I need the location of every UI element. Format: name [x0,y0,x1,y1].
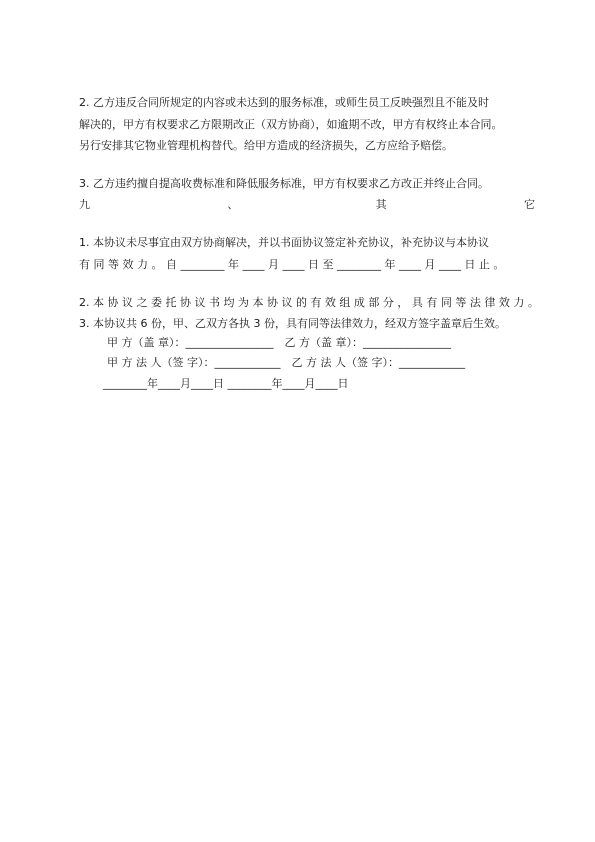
section-heading-other [79,198,535,212]
other-item-3: 3. 本协议共 6 份，甲、乙双方各执 3 份，具有同等法律效力，经双方签字盖章后生效。 [79,317,506,330]
other-item-2: 2. 本 协 议 之 委 托 协 议 书 均 为 本 协 议 的 有 效 组 成 部 分 ， 具 有 同 等 法 律 效 力 。 [79,296,539,309]
heading-char: 它 [523,198,535,211]
signature-legal-rep-line: 甲 方 法 人（签 字）：____________ 乙 方 法 人（签 字）：____________ [107,356,465,369]
clause-2-line-2: 解决的，甲方有权要求乙方限期改正（双方协商），如逾期不改，甲方有权终止本合同。 [79,118,503,131]
heading-char: 其 [375,198,387,211]
other-item-1-line-1: 1. 本协议未尽事宜由双方协商解决，并以书面协议签定补充协议，补充协议与本协议 [79,236,489,249]
clause-3-line-1: 3. 乙方违约擅自提高收费标准和降低服务标准，甲方有权要求乙方改正并终止合同。 [79,177,489,190]
clause-2-line-3: 另行安排其它物业管理机构替代。给甲方造成的经济损失，乙方应给予赔偿。 [79,139,453,152]
clause-2-line-1: 2. 乙方违反合同所规定的内容或未达到的服务标准，或师生员工反映强烈且不能及时 [79,96,489,109]
signature-date-line: ________年____月____日 ________年____月____日 [103,377,349,390]
heading-char: 九 [79,198,90,211]
signature-seal-line: 甲 方（盖 章）：________________ 乙 方（盖 章）：________________ [107,336,451,349]
heading-char: 、 [227,198,239,211]
other-item-1-line-2: 有 同 等 效 力 。 自 ________ 年 ____ 月 ____ 日 至 ________ 年 ____ 月 ____ 日 止 。 [79,258,505,271]
